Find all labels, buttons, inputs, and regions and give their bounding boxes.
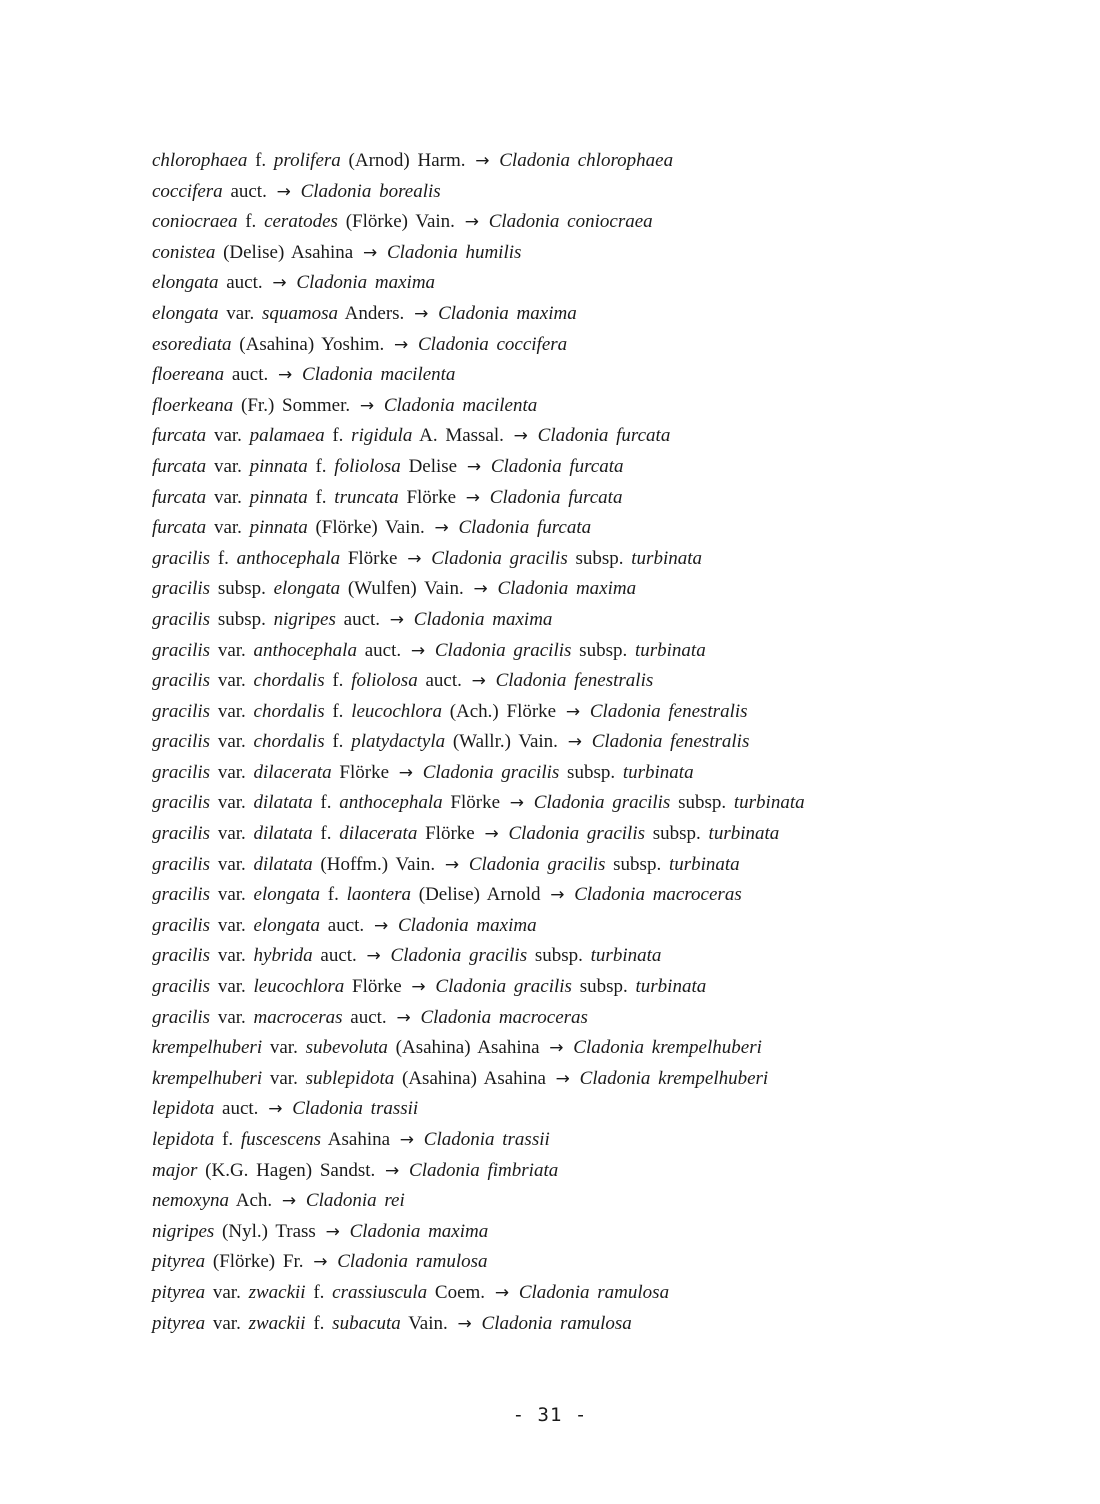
italic-name: fuscescens: [240, 1129, 322, 1150]
italic-name: turbinata: [634, 639, 706, 661]
italic-name: Cladonia maxima: [430, 302, 577, 324]
italic-name: Cladonia furcata: [482, 486, 623, 508]
italic-name: rigidula: [351, 425, 413, 447]
italic-name: Cladonia borealis: [292, 180, 441, 202]
plain-text: var.: [218, 302, 262, 324]
plain-text: (Asahina) Asahina: [394, 1067, 554, 1089]
italic-name: lepidota: [152, 1098, 215, 1120]
italic-name: dilacerata: [253, 761, 332, 783]
plain-text: (Hoffm.) Vain.: [312, 853, 443, 875]
italic-name: turbinata: [708, 823, 780, 845]
italic-name: anthocephala: [339, 792, 443, 814]
plain-text: subsp.: [559, 761, 623, 783]
italic-name: Cladonia fenestralis: [487, 670, 654, 692]
italic-name: chordalis: [253, 700, 325, 722]
arrow-icon: →: [473, 579, 488, 600]
page-number: - 31 -: [512, 1404, 588, 1426]
synonym-entry: [152, 727, 1052, 758]
plain-text: f.: [312, 792, 340, 814]
italic-name: Cladonia coniocraea: [480, 211, 653, 233]
plain-text: f.: [324, 670, 352, 692]
plain-text: f.: [305, 1281, 333, 1303]
plain-text: subsp.: [571, 639, 635, 661]
plain-text: (Flörke) Fr.: [205, 1251, 312, 1273]
plain-text: var.: [206, 455, 250, 477]
plain-text: Delise: [400, 455, 465, 477]
arrow-icon: →: [494, 1282, 510, 1303]
arrow-icon: →: [359, 395, 375, 416]
italic-name: Cladonia maxima: [489, 578, 637, 600]
arrow-icon: →: [385, 1160, 400, 1181]
synonym-entry: [152, 1247, 1052, 1278]
arrow-icon: →: [549, 1038, 564, 1059]
plain-text: Anders.: [337, 302, 413, 324]
plain-text: (Asahina) Asahina: [387, 1037, 548, 1059]
plain-text: auct.: [312, 945, 365, 967]
plain-text: Vain.: [400, 1312, 456, 1334]
plain-text: Flörke: [398, 486, 464, 508]
italic-name: truncata: [334, 486, 399, 508]
arrow-icon: →: [410, 640, 426, 661]
italic-name: Cladonia gracilis: [526, 792, 671, 814]
plain-text: f.: [320, 884, 347, 906]
italic-name: krempelhuberi: [152, 1037, 263, 1059]
plain-text: (Flörke) Vain.: [307, 517, 433, 539]
synonym-entry: [152, 819, 1052, 850]
synonym-entry: [152, 1094, 1052, 1125]
plain-text: var.: [206, 517, 250, 539]
arrow-icon: →: [278, 365, 293, 386]
plain-text: var.: [210, 731, 254, 753]
italic-name: gracilis: [152, 853, 211, 875]
italic-name: coccifera: [152, 180, 223, 202]
plain-text: var.: [210, 884, 254, 906]
plain-text: var.: [210, 1006, 254, 1028]
italic-name: Cladonia macroceras: [412, 1006, 588, 1028]
arrow-icon: →: [565, 701, 581, 722]
italic-name: major: [152, 1159, 198, 1181]
italic-name: Cladonia krempelhuberi: [571, 1067, 769, 1089]
italic-name: Cladonia macilenta: [376, 394, 538, 416]
italic-name: Cladonia chlorophaea: [491, 150, 674, 171]
synonym-entry: [152, 268, 1052, 299]
italic-name: floereana: [152, 364, 225, 386]
synonym-entry: [152, 360, 1052, 391]
synonym-entry: [152, 1125, 1052, 1156]
plain-text: var.: [210, 976, 254, 998]
italic-name: gracilis: [152, 976, 211, 998]
synonym-entry: [152, 758, 1052, 789]
italic-name: crassiuscula: [332, 1281, 428, 1303]
italic-name: chlorophaea: [152, 150, 248, 171]
plain-text: (Delise) Arnold: [411, 884, 549, 906]
italic-name: pityrea: [152, 1281, 206, 1303]
italic-name: Cladonia maxima: [288, 272, 436, 294]
plain-text: Asahina: [321, 1129, 398, 1150]
italic-name: gracilis: [152, 700, 211, 722]
plain-text: subsp.: [567, 547, 632, 569]
arrow-icon: →: [411, 977, 426, 998]
arrow-icon: →: [509, 793, 525, 814]
plain-text: Flörke: [340, 547, 406, 569]
italic-name: Cladonia furcata: [529, 425, 671, 447]
italic-name: elongata: [253, 884, 321, 906]
plain-text: f.: [237, 211, 265, 233]
plain-text: auct.: [356, 639, 409, 661]
synonym-list: [152, 146, 1052, 1339]
synonym-entry: [152, 513, 1052, 544]
synonym-entry: [152, 1033, 1052, 1064]
synonym-entry: [152, 911, 1052, 942]
plain-text: subsp.: [210, 608, 274, 630]
italic-name: nigripes: [273, 608, 336, 630]
italic-name: gracilis: [152, 884, 211, 906]
plain-text: auct.: [342, 1006, 395, 1028]
italic-name: nemoxyna: [152, 1190, 230, 1212]
plain-text: f.: [214, 1129, 241, 1150]
plain-text: var.: [210, 914, 254, 936]
plain-text: f.: [305, 1312, 333, 1334]
synonym-entry: [152, 1156, 1052, 1187]
plain-text: f.: [307, 486, 335, 508]
arrow-icon: →: [434, 518, 449, 539]
italic-name: zwackii: [248, 1281, 306, 1303]
italic-name: Cladonia krempelhuberi: [565, 1037, 762, 1059]
italic-name: gracilis: [152, 945, 211, 967]
plain-text: var.: [210, 853, 254, 875]
arrow-icon: →: [567, 732, 582, 753]
synonym-entry: [152, 1278, 1052, 1309]
italic-name: chordalis: [253, 731, 325, 753]
italic-name: dilatata: [253, 823, 313, 845]
italic-name: Cladonia macroceras: [566, 884, 742, 906]
italic-name: palamaea: [249, 425, 325, 447]
synonym-entry: [152, 788, 1052, 819]
italic-name: pinnata: [249, 517, 308, 539]
italic-name: gracilis: [152, 761, 211, 783]
italic-name: Cladonia rei: [298, 1190, 405, 1212]
plain-text: (Delise) Asahina: [215, 241, 361, 263]
plain-text: var.: [210, 639, 254, 661]
plain-text: var.: [262, 1067, 306, 1089]
plain-text: f.: [247, 150, 274, 171]
italic-name: dilatata: [253, 792, 313, 814]
italic-name: turbinata: [668, 853, 740, 875]
arrow-icon: →: [366, 946, 381, 967]
synonym-entry: [152, 972, 1052, 1003]
plain-text: (Fr.) Sommer.: [233, 394, 358, 416]
italic-name: turbinata: [631, 547, 703, 569]
italic-name: krempelhuberi: [152, 1067, 263, 1089]
synonym-entry: [152, 421, 1052, 452]
synonym-entry: [152, 452, 1052, 483]
plain-text: Ach.: [229, 1190, 280, 1212]
italic-name: gracilis: [152, 731, 211, 753]
italic-name: Cladonia gracilis: [423, 547, 568, 569]
synonym-entry: [152, 544, 1052, 575]
plain-text: (Nyl.) Trass: [214, 1220, 324, 1242]
plain-text: f.: [324, 731, 352, 753]
italic-name: anthocephala: [236, 547, 341, 569]
synonym-entry: [152, 391, 1052, 422]
plain-text: auct.: [218, 272, 271, 294]
italic-name: floerkeana: [152, 394, 234, 416]
arrow-icon: →: [362, 242, 378, 263]
synonym-entry: [152, 238, 1052, 269]
plain-text: f.: [324, 700, 352, 722]
italic-name: platydactyla: [351, 731, 446, 753]
arrow-icon: →: [268, 1099, 283, 1120]
italic-name: foliolosa: [351, 670, 418, 692]
italic-name: Cladonia ramulosa: [511, 1281, 670, 1303]
italic-name: subacuta: [332, 1312, 401, 1334]
plain-text: var.: [206, 425, 250, 447]
plain-text: auct.: [417, 670, 470, 692]
synonym-entry: [152, 941, 1052, 972]
italic-name: Cladonia ramulosa: [473, 1312, 632, 1334]
arrow-icon: →: [457, 1313, 472, 1334]
italic-name: elongata: [152, 272, 219, 294]
italic-name: prolifera: [273, 150, 341, 171]
synonym-entry: [152, 605, 1052, 636]
italic-name: subevoluta: [305, 1037, 388, 1059]
plain-text: var.: [206, 486, 250, 508]
italic-name: foliolosa: [334, 455, 401, 477]
plain-text: auct.: [335, 608, 388, 630]
italic-name: laontera: [346, 884, 411, 906]
italic-name: coniocraea: [152, 211, 238, 233]
italic-name: anthocephala: [253, 639, 357, 661]
italic-name: gracilis: [152, 670, 211, 692]
plain-text: (Wallr.) Vain.: [445, 731, 566, 753]
synonym-entry: [152, 666, 1052, 697]
italic-name: gracilis: [152, 578, 211, 600]
synonym-entry: [152, 880, 1052, 911]
arrow-icon: →: [313, 1252, 328, 1273]
italic-name: leucochlora: [253, 976, 345, 998]
italic-name: gracilis: [152, 639, 211, 661]
plain-text: var.: [210, 945, 254, 967]
arrow-icon: →: [550, 885, 565, 906]
arrow-icon: →: [281, 1191, 297, 1212]
italic-name: turbinata: [733, 792, 805, 814]
plain-text: var.: [210, 700, 254, 722]
plain-text: subsp.: [210, 578, 274, 600]
italic-name: Cladonia humilis: [379, 241, 522, 263]
italic-name: leucochlora: [351, 700, 442, 722]
italic-name: pityrea: [152, 1312, 206, 1334]
arrow-icon: →: [373, 915, 389, 936]
arrow-icon: →: [513, 426, 528, 447]
italic-name: Cladonia trassii: [416, 1129, 550, 1150]
italic-name: gracilis: [152, 1006, 211, 1028]
italic-name: pityrea: [152, 1251, 206, 1273]
italic-name: Cladonia maxima: [341, 1220, 489, 1242]
italic-name: elongata: [152, 302, 219, 324]
plain-text: Flörke: [442, 792, 508, 814]
arrow-icon: →: [407, 548, 422, 569]
italic-name: pinnata: [249, 455, 308, 477]
arrow-icon: →: [465, 487, 481, 508]
italic-name: Cladonia coccifera: [410, 333, 568, 355]
arrow-icon: →: [471, 671, 486, 692]
synonym-entry: [152, 483, 1052, 514]
arrow-icon: →: [399, 1130, 415, 1150]
italic-name: Cladonia maxima: [406, 608, 553, 630]
arrow-icon: →: [475, 151, 490, 171]
italic-name: furcata: [152, 517, 207, 539]
plain-text: var.: [210, 823, 254, 845]
plain-text: subsp.: [670, 792, 734, 814]
arrow-icon: →: [276, 181, 291, 202]
plain-text: (Asahina) Yoshim.: [231, 333, 392, 355]
plain-text: Coem.: [427, 1281, 493, 1303]
italic-name: lepidota: [152, 1129, 215, 1150]
italic-name: Cladonia furcata: [450, 517, 592, 539]
plain-text: (Flörke) Vain.: [337, 211, 463, 233]
italic-name: gracilis: [152, 914, 211, 936]
plain-text: f.: [312, 823, 340, 845]
italic-name: elongata: [273, 578, 341, 600]
synonym-entry: [152, 177, 1052, 208]
plain-text: (K.G. Hagen) Sandst.: [197, 1159, 384, 1181]
italic-name: gracilis: [152, 823, 211, 845]
italic-name: Cladonia gracilis: [461, 853, 606, 875]
arrow-icon: →: [396, 1007, 411, 1028]
italic-name: Cladonia ramulosa: [329, 1251, 488, 1273]
italic-name: gracilis: [152, 792, 211, 814]
plain-text: auct.: [224, 364, 277, 386]
italic-name: nigripes: [152, 1220, 215, 1242]
plain-text: (Arnod) Harm.: [340, 150, 474, 171]
arrow-icon: →: [398, 762, 413, 783]
arrow-icon: →: [466, 456, 482, 477]
italic-name: hybrida: [253, 945, 313, 967]
italic-name: gracilis: [152, 547, 211, 569]
plain-text: (Ach.) Flörke: [441, 700, 564, 722]
italic-name: conistea: [152, 241, 216, 263]
synonym-entry: [152, 697, 1052, 728]
italic-name: Cladonia macilenta: [294, 364, 456, 386]
synonym-entry: [152, 1064, 1052, 1095]
italic-name: Cladonia gracilis: [415, 761, 560, 783]
italic-name: furcata: [152, 425, 207, 447]
italic-name: sublepidota: [305, 1067, 395, 1089]
italic-name: elongata: [253, 914, 321, 936]
plain-text: subsp.: [645, 823, 709, 845]
plain-text: Flörke: [417, 823, 483, 845]
plain-text: f.: [324, 425, 352, 447]
italic-name: furcata: [152, 486, 207, 508]
italic-name: chordalis: [253, 670, 325, 692]
arrow-icon: →: [555, 1068, 570, 1089]
italic-name: Cladonia furcata: [483, 455, 624, 477]
plain-text: Flörke: [331, 761, 397, 783]
synonym-entry: [152, 636, 1052, 667]
italic-name: Cladonia fenestralis: [582, 700, 748, 722]
italic-name: gracilis: [152, 608, 211, 630]
plain-text: subsp.: [527, 945, 591, 967]
italic-name: Cladonia gracilis: [500, 823, 645, 845]
synonym-entry: [152, 299, 1052, 330]
italic-name: esorediata: [152, 333, 232, 355]
plain-text: var.: [210, 761, 254, 783]
plain-text: f.: [307, 455, 335, 477]
synonym-entry: [152, 1217, 1052, 1248]
synonym-entry: [152, 330, 1052, 361]
italic-name: dilatata: [253, 853, 313, 875]
plain-text: subsp.: [605, 853, 669, 875]
arrow-icon: →: [272, 273, 287, 294]
italic-name: Cladonia gracilis: [427, 639, 572, 661]
italic-name: zwackii: [248, 1312, 306, 1334]
italic-name: turbinata: [622, 761, 694, 783]
italic-name: turbinata: [590, 945, 662, 967]
plain-text: Flörke: [344, 976, 410, 998]
synonym-entry: [152, 574, 1052, 605]
plain-text: auct.: [320, 914, 372, 936]
arrow-icon: →: [394, 334, 409, 355]
plain-text: f.: [210, 547, 237, 569]
italic-name: ceratodes: [264, 211, 338, 233]
italic-name: macroceras: [253, 1006, 343, 1028]
arrow-icon: →: [444, 854, 460, 875]
arrow-icon: →: [389, 609, 405, 630]
synonym-entry: [152, 146, 1052, 177]
italic-name: turbinata: [635, 976, 707, 998]
synonym-entry: [152, 1186, 1052, 1217]
plain-text: var.: [205, 1281, 249, 1303]
plain-text: auct.: [222, 180, 275, 202]
italic-name: Cladonia gracilis: [427, 976, 572, 998]
italic-name: furcata: [152, 455, 207, 477]
synonym-entry: [152, 207, 1052, 238]
plain-text: auct.: [214, 1098, 267, 1120]
synonym-entry: [152, 850, 1052, 881]
arrow-icon: →: [325, 1221, 340, 1242]
plain-text: var.: [210, 670, 254, 692]
italic-name: pinnata: [249, 486, 308, 508]
italic-name: Cladonia trassii: [284, 1098, 419, 1120]
plain-text: (Wulfen) Vain.: [340, 578, 472, 600]
plain-text: var.: [205, 1312, 249, 1334]
italic-name: Cladonia fimbriata: [401, 1159, 559, 1181]
plain-text: A. Massal.: [412, 425, 512, 447]
italic-name: Cladonia maxima: [390, 914, 537, 936]
arrow-icon: →: [414, 303, 429, 324]
arrow-icon: →: [484, 824, 499, 845]
italic-name: Cladonia gracilis: [382, 945, 528, 967]
plain-text: var.: [210, 792, 254, 814]
arrow-icon: →: [464, 212, 479, 233]
italic-name: Cladonia fenestralis: [583, 731, 750, 753]
synonym-entry: [152, 1309, 1052, 1340]
plain-text: var.: [262, 1037, 306, 1059]
italic-name: dilacerata: [339, 823, 418, 845]
plain-text: subsp.: [571, 976, 636, 998]
italic-name: squamosa: [261, 302, 338, 324]
synonym-entry: [152, 1003, 1052, 1034]
